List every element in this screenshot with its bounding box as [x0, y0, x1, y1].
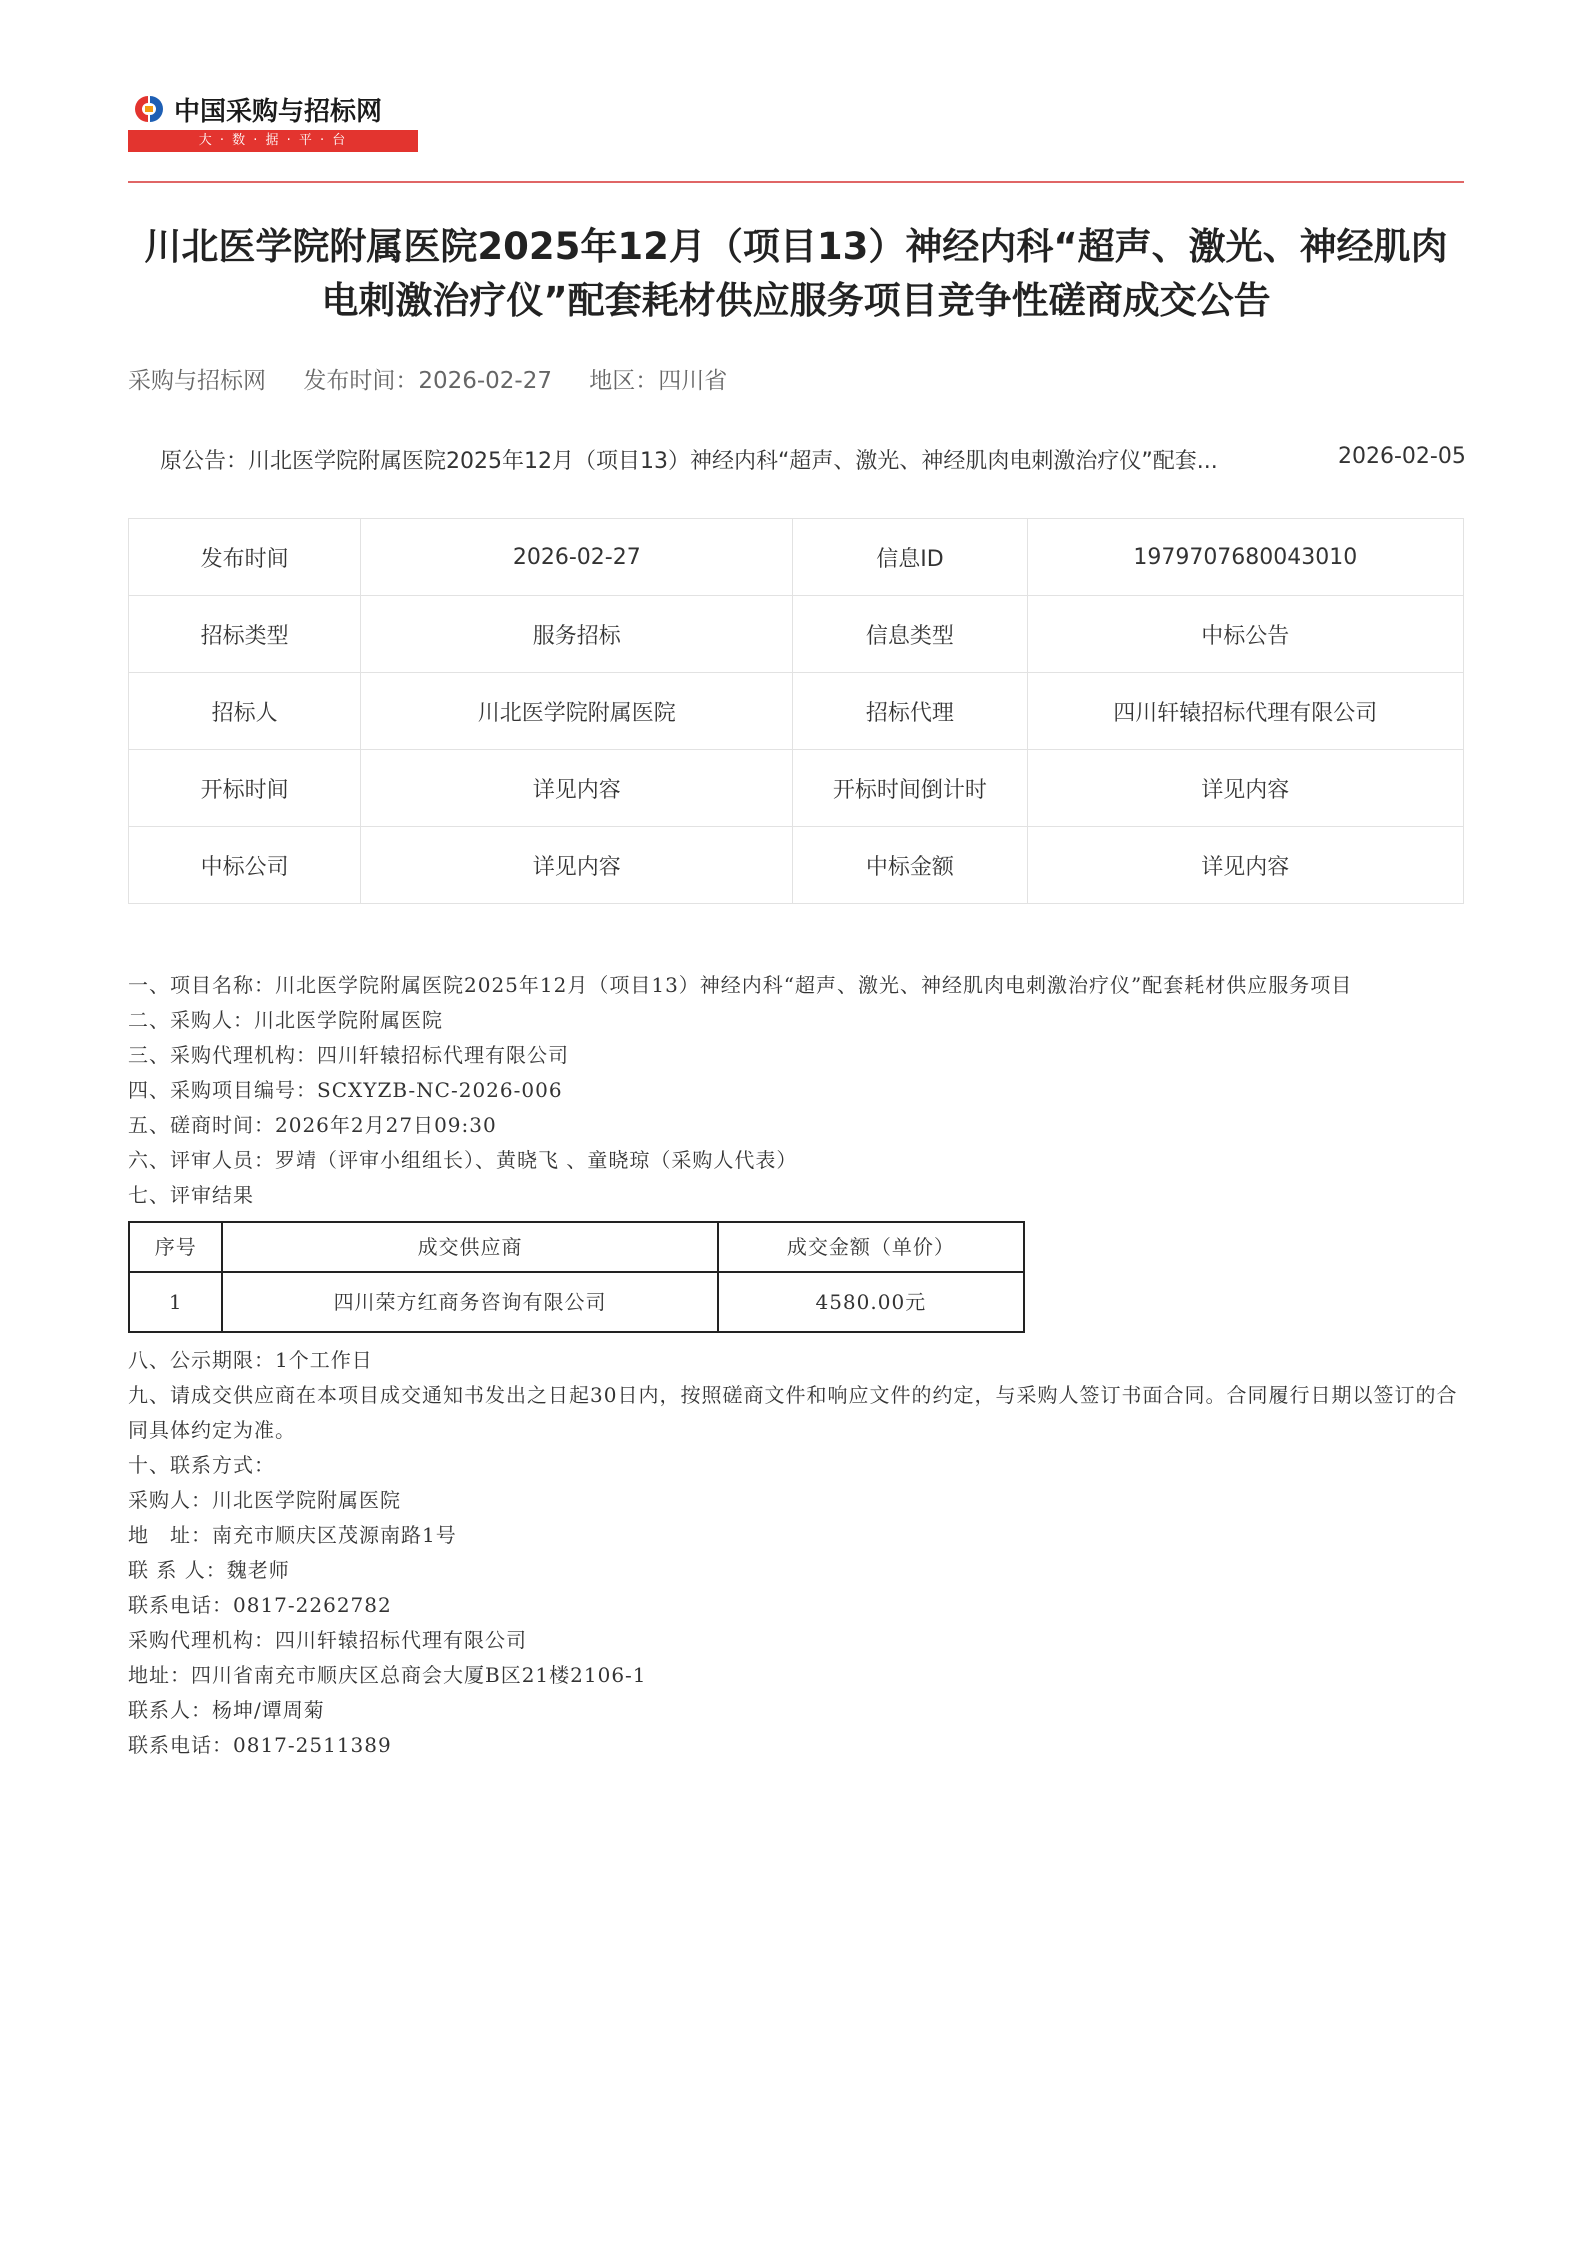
body-paragraph: 联系人：杨坤/谭周菊	[128, 1698, 325, 1722]
body-section-before	[128, 968, 1464, 1213]
original-announcement-date: 2026-02-05	[1338, 444, 1466, 469]
info-label: 招标类型	[129, 596, 361, 673]
body-paragraph: 九、请成交供应商在本项目成交通知书发出之日起30日内，按照磋商文件和响应文件的约定，与采购人签订书面合同。合同履行日期以签订的合同具体约定为准。	[128, 1383, 1458, 1442]
logo-name: 中国采购与招标网	[174, 96, 383, 127]
info-label: 开标时间	[129, 750, 361, 827]
body-paragraph: 联系电话：0817-2262782	[128, 1593, 392, 1617]
result-cell-index: 1	[129, 1272, 222, 1332]
info-label: 信息类型	[793, 596, 1027, 673]
info-label: 中标公司	[129, 827, 361, 904]
info-value: 服务招标	[361, 596, 793, 673]
info-value: 详见内容	[361, 827, 793, 904]
result-table-row	[129, 1272, 1024, 1332]
body-paragraph: 联 系 人：魏老师	[128, 1558, 290, 1582]
logo-tagline: 大 · 数 · 据 · 平 · 台	[128, 130, 418, 152]
body-paragraph: 六、评审人员：罗靖（评审小组组长）、黄晓飞 、童晓琼（采购人代表）	[128, 1148, 798, 1172]
result-cell-supplier: 四川荣方红商务咨询有限公司	[222, 1272, 717, 1332]
info-row	[129, 827, 1464, 904]
info-value: 川北医学院附属医院	[361, 673, 793, 750]
info-label: 招标人	[129, 673, 361, 750]
info-label: 招标代理	[793, 673, 1027, 750]
result-header-supplier: 成交供应商	[222, 1222, 717, 1272]
info-value: 详见内容	[361, 750, 793, 827]
result-table-header	[129, 1222, 1024, 1272]
result-table	[128, 1221, 1025, 1333]
info-value: 1979707680043010	[1027, 519, 1463, 596]
site-logo[interactable]	[128, 92, 420, 158]
body-paragraph: 七、评审结果	[128, 1183, 254, 1207]
body-paragraph: 八、公示期限：1个工作日	[128, 1348, 373, 1372]
info-label: 发布时间	[129, 519, 361, 596]
info-table	[128, 518, 1464, 904]
header-divider	[128, 181, 1464, 183]
info-value: 2026-02-27	[361, 519, 793, 596]
body-paragraph: 一、项目名称：川北医学院附属医院2025年12月（项目13）神经内科“超声、激光、神经肌肉电刺激治疗仪”配套耗材供应服务项目	[128, 973, 1353, 997]
info-value: 详见内容	[1027, 750, 1463, 827]
body-paragraph: 地 址：南充市顺庆区茂源南路1号	[128, 1523, 457, 1547]
body-paragraph: 五、磋商时间：2026年2月27日09:30	[128, 1113, 497, 1137]
body-paragraph: 采购代理机构：四川轩辕招标代理有限公司	[128, 1628, 527, 1652]
body-paragraph: 采购人：川北医学院附属医院	[128, 1488, 401, 1512]
logo-mark-icon	[128, 94, 168, 124]
body-paragraph: 十、联系方式：	[128, 1453, 275, 1477]
logo-row	[128, 92, 420, 126]
announcement-body	[128, 968, 1464, 1763]
page-title: 川北医学院附属医院2025年12月（项目13）神经内科“超声、激光、神经肌肉电刺激治疗仪”配套耗材供应服务项目竞争性磋商成交公告	[144, 225, 1448, 322]
info-value: 详见内容	[1027, 827, 1463, 904]
info-label: 中标金额	[793, 827, 1027, 904]
info-label: 开标时间倒计时	[793, 750, 1027, 827]
meta-source: 采购与招标网	[128, 368, 266, 394]
info-value: 四川轩辕招标代理有限公司	[1027, 673, 1463, 750]
meta-publish-time: 发布时间：2026-02-27	[303, 368, 552, 394]
info-label: 信息ID	[793, 519, 1027, 596]
meta-line	[128, 362, 757, 395]
body-paragraph: 四、采购项目编号：SCXYZB-NC-2026-006	[128, 1078, 563, 1102]
body-paragraph: 二、采购人：川北医学院附属医院	[128, 1008, 443, 1032]
info-value: 中标公告	[1027, 596, 1463, 673]
body-paragraph: 联系电话：0817-2511389	[128, 1733, 392, 1757]
info-row	[129, 519, 1464, 596]
result-cell-amount: 4580.00元	[718, 1272, 1024, 1332]
body-paragraph: 地址：四川省南充市顺庆区总商会大厦B区21楼2106-1	[128, 1663, 647, 1687]
original-announcement-link[interactable]: 原公告：川北医学院附属医院2025年12月（项目13）神经内科“超声、激光、神经肌肉电刺激治疗仪”配套...	[160, 449, 1218, 474]
info-row	[129, 596, 1464, 673]
body-paragraph: 三、采购代理机构：四川轩辕招标代理有限公司	[128, 1043, 569, 1067]
meta-region: 地区：四川省	[589, 368, 728, 394]
result-header-index: 序号	[129, 1222, 222, 1272]
result-header-amount: 成交金额（单价）	[718, 1222, 1024, 1272]
original-announcement[interactable]	[160, 444, 1464, 475]
body-section-after	[128, 1343, 1464, 1763]
info-row	[129, 750, 1464, 827]
info-row	[129, 673, 1464, 750]
